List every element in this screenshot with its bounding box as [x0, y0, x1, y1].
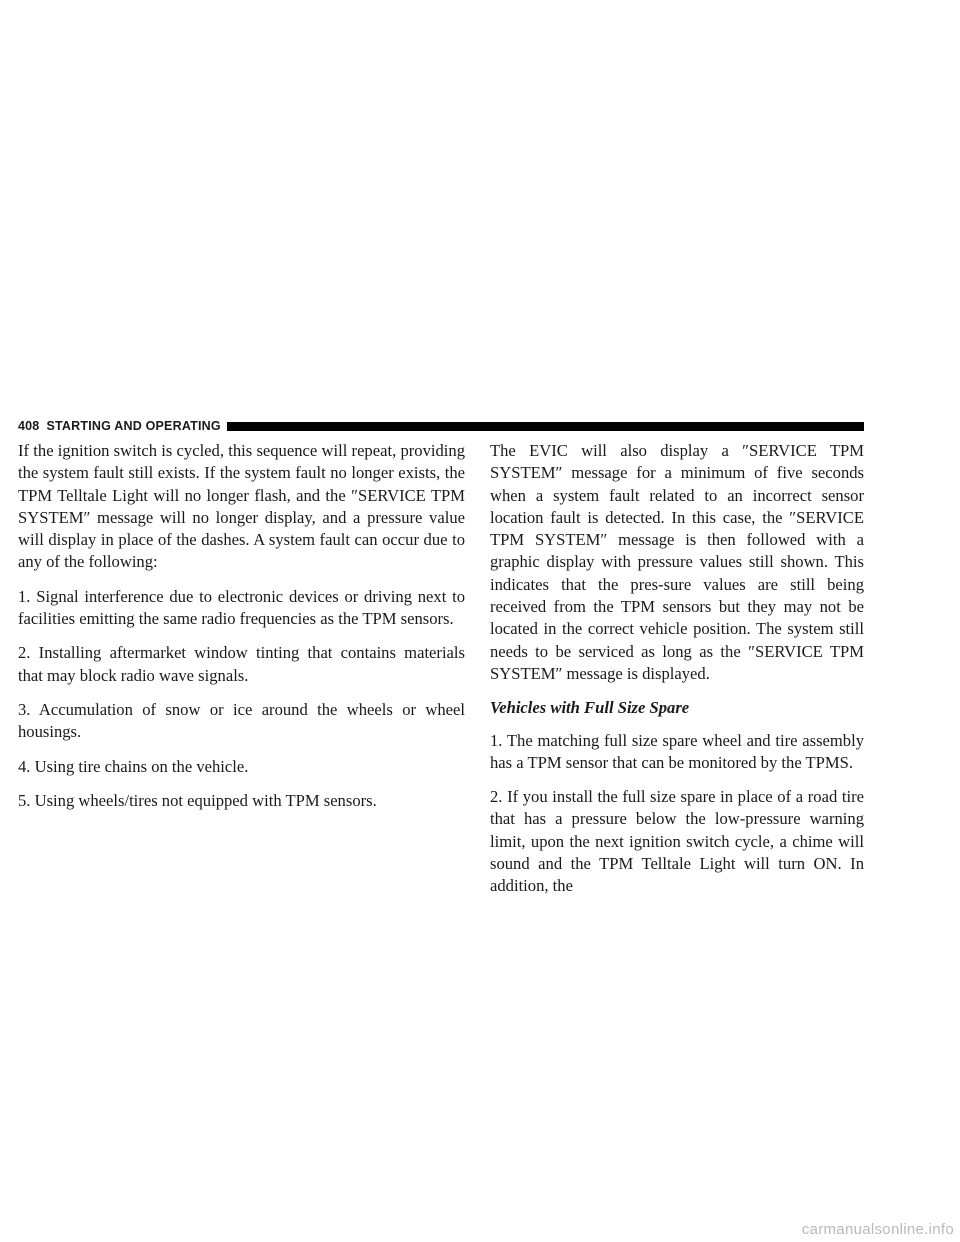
list-item: 2. Installing aftermarket window tinting that contains materials that may block radio wave signals.: [18, 643, 465, 685]
list-item: 1. The matching full size spare wheel and tire assembly has a TPM sensor that can be monitored by the TPMS.: [490, 730, 864, 772]
page-number: 408: [18, 419, 40, 433]
page-header: [18, 419, 864, 433]
list-item: 4. Using tire chains on the vehicle.: [18, 756, 249, 776]
header-rule: [227, 422, 864, 431]
watermark: carmanualsonline.info: [801, 1221, 954, 1238]
list-item: 3. Accumulation of snow or ice around the wheels or wheel housings.: [18, 699, 465, 742]
right-column: [490, 440, 864, 910]
list-item: 5. Using wheels/tires not equipped with TPM sensors.: [18, 790, 377, 810]
subheading: Vehicles with Full Size Spare: [490, 698, 690, 718]
section-title: STARTING AND OPERATING: [46, 419, 221, 433]
intro-paragraph: If the ignition switch is cycled, this sequence will repeat, providing the system fault still exists. If the system fault no longer exists, the TPM Telltale Light will no longer flash, and the ″SERVICE TPM SYSTEM″ message will no longer display, and a pressure value will display in place of the dashes. A system fault can occur due to any of the following:: [18, 441, 465, 572]
left-column: [18, 440, 465, 824]
evic-paragraph: The EVIC will also display a ″SERVICE TPM SYSTEM″ message for a minimum of five seconds when a system fault related to an incorrect sensor location fault is detected. In this case, the ″SERVICE TPM SYSTEM″ message is then followed with a graphic display with pressure values still shown. This indicates that the pres-sure values are still being received from the TPM sensors but they may not be located in the correct vehicle position. The system still needs to be serviced as long as the ″SERVICE TPM SYSTEM″ message is displayed.: [490, 441, 864, 683]
list-item: 1. Signal interference due to electronic devices or driving next to facilities emitting the same radio frequencies as the TPM sensors.: [18, 586, 465, 629]
list-item: 2. If you install the full size spare in place of a road tire that has a pressure below the low-pressure warning limit, upon the next ignition switch cycle, a chime will sound and the TPM Telltale Light will turn ON. In addition, the: [490, 787, 864, 896]
